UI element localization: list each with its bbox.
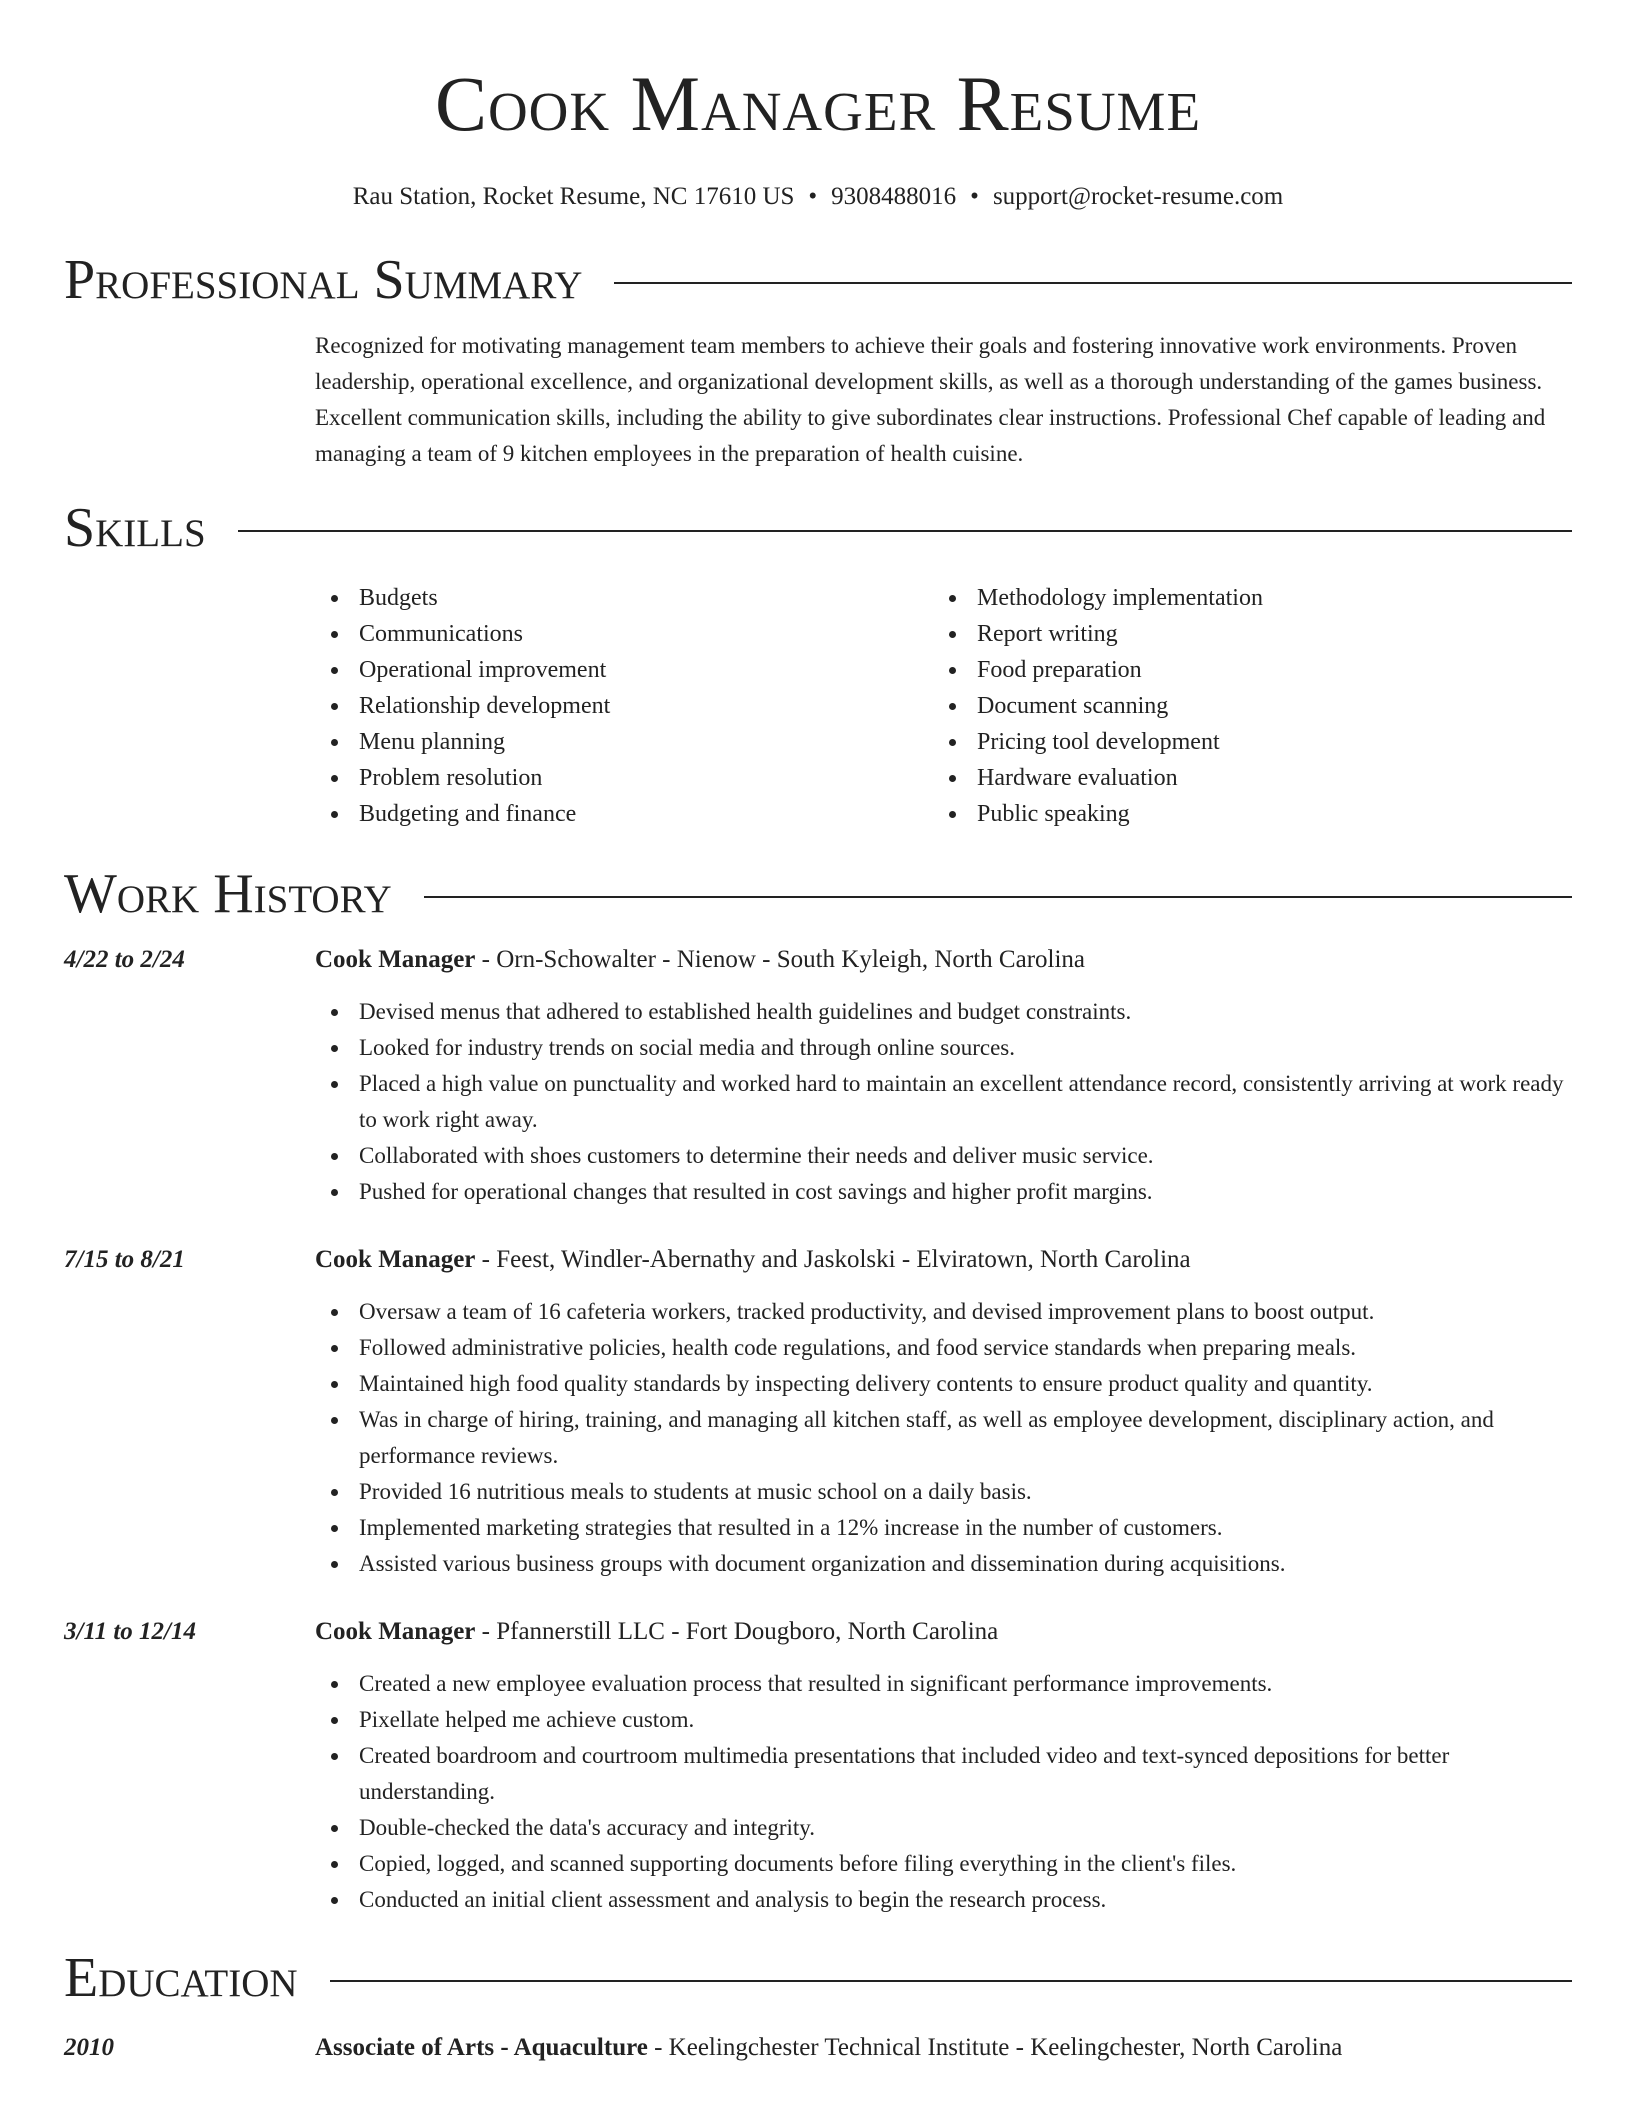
skills-heading: Skills — [64, 497, 206, 559]
job-bullet: Collaborated with shoes customers to determine their needs and deliver music service. — [315, 1138, 1572, 1174]
job-dates: 7/15 to 8/21 — [64, 1246, 185, 1273]
job-dates: 4/22 to 2/24 — [64, 946, 185, 973]
education-school: - Keelingchester Technical Institute - Keelingchester, North Carolina — [647, 2034, 1343, 2061]
summary-heading: Professional Summary — [64, 249, 583, 311]
contact-separator: • — [970, 183, 979, 210]
job-entry — [64, 1242, 1572, 1582]
job-bullet: Looked for industry trends on social media and through online sources. — [315, 1030, 1572, 1066]
education-entry — [64, 2030, 1572, 2066]
skill-item: Relationship development — [315, 688, 933, 724]
skill-item: Problem resolution — [315, 760, 933, 796]
work-history-list — [64, 942, 1572, 1918]
job-bullet: Placed a high value on punctuality and worked hard to maintain an excellent attendance record, consistently arriving at work ready to work right away. — [315, 1066, 1572, 1138]
job-heading — [315, 1614, 1572, 1650]
job-title: Cook Manager — [315, 946, 476, 973]
skills-list — [315, 580, 1572, 832]
work-heading: Work History — [64, 863, 392, 925]
job-bullet: Copied, logged, and scanned supporting documents before filing everything in the client's files. — [315, 1846, 1572, 1882]
section-divider — [614, 282, 1572, 284]
job-bullet-list — [315, 1666, 1572, 1918]
job-bullet: Implemented marketing strategies that resulted in a 12% increase in the number of customers. — [315, 1510, 1572, 1546]
job-bullet: Provided 16 nutritious meals to students at music school on a daily basis. — [315, 1474, 1572, 1510]
work-section-header — [64, 862, 1572, 926]
job-bullet-list — [315, 994, 1572, 1210]
resume-title: Cook Manager Resume — [434, 60, 1202, 147]
skill-item: Menu planning — [315, 724, 933, 760]
job-bullet: Devised menus that adhered to established health guidelines and budget constraints. — [315, 994, 1572, 1030]
job-employer: - Orn-Schowalter - Nienow - South Kyleigh, North Carolina — [475, 946, 1086, 973]
job-heading — [315, 942, 1572, 978]
skill-item: Operational improvement — [315, 652, 933, 688]
section-divider — [238, 530, 1572, 532]
skill-item: Public speaking — [933, 796, 1263, 832]
skill-item: Pricing tool development — [933, 724, 1263, 760]
job-bullet-list — [315, 1294, 1572, 1582]
education-body — [315, 2030, 1572, 2066]
skill-item: Budgeting and finance — [315, 796, 933, 832]
education-heading: Education — [64, 1947, 298, 2009]
job-dates: 3/11 to 12/14 — [64, 1618, 196, 1645]
education-section-header — [64, 1946, 1572, 2010]
skill-item: Communications — [315, 616, 933, 652]
skill-item: Report writing — [933, 616, 1263, 652]
job-employer: - Feest, Windler-Abernathy and Jaskolski - Elviratown, North Carolina — [475, 1246, 1191, 1273]
contact-phone: 9308488016 — [831, 183, 957, 210]
job-bullet: Double-checked the data's accuracy and integrity. — [315, 1810, 1572, 1846]
section-divider — [424, 896, 1572, 898]
job-bullet: Assisted various business groups with document organization and dissemination during acquisitions. — [315, 1546, 1572, 1582]
job-employer: - Pfannerstill LLC - Fort Dougboro, North Carolina — [475, 1618, 999, 1645]
contact-email: support@rocket-resume.com — [992, 183, 1284, 210]
contact-separator: • — [808, 183, 818, 210]
skill-item: Budgets — [315, 580, 933, 616]
job-body — [315, 942, 1572, 1210]
job-bullet: Oversaw a team of 16 cafeteria workers, tracked productivity, and devised improvement plans to boost output. — [315, 1294, 1572, 1330]
education-list — [64, 2030, 1572, 2066]
skill-item: Food preparation — [933, 652, 1263, 688]
job-bullet: Created boardroom and courtroom multimedia presentations that included video and text-synced depositions for better understanding. — [315, 1738, 1572, 1810]
job-bullet: Maintained high food quality standards by inspecting delivery contents to ensure product quality and quantity. — [315, 1366, 1572, 1402]
job-body — [315, 1614, 1572, 1918]
contact-address: Rau Station, Rocket Resume, NC 17610 US — [352, 183, 795, 210]
job-title: Cook Manager — [315, 1246, 476, 1273]
skill-item: Document scanning — [933, 688, 1263, 724]
skills-section-header — [64, 496, 1572, 560]
education-degree: Associate of Arts - Aquaculture — [315, 2034, 648, 2061]
contact-line — [64, 182, 1572, 212]
job-bullet: Created a new employee evaluation process that resulted in significant performance improvements. — [315, 1666, 1572, 1702]
job-title: Cook Manager — [315, 1618, 476, 1645]
resume-page — [64, 0, 1572, 2066]
skills-column-1 — [315, 580, 933, 832]
education-heading-line — [315, 2030, 1572, 2066]
job-entry — [64, 1614, 1572, 1918]
job-heading — [315, 1242, 1572, 1278]
job-bullet: Conducted an initial client assessment and analysis to begin the research process. — [315, 1882, 1572, 1918]
summary-text: Recognized for motivating management team members to achieve their goals and fostering innovative work environments. Proven leadership, operational excellence, and organizational development skills, as well as a thorough understanding of the games business. Excellent communication skills, including the ability to give subordinates clear instructions. Professional Chef capable of leading and managing a team of 9 kitchen employees in the preparation of health cuisine. — [315, 333, 1546, 466]
job-bullet: Was in charge of hiring, training, and managing all kitchen staff, as well as employee development, disciplinary action, and performance reviews. — [315, 1402, 1572, 1474]
skill-item: Methodology implementation — [933, 580, 1263, 616]
job-body — [315, 1242, 1572, 1582]
summary-section-header — [64, 248, 1572, 312]
education-year: 2010 — [64, 2034, 114, 2061]
job-bullet: Followed administrative policies, health code regulations, and food service standards when preparing meals. — [315, 1330, 1572, 1366]
skills-column-2 — [933, 580, 1263, 832]
job-entry — [64, 942, 1572, 1210]
section-divider — [330, 1980, 1572, 1982]
job-bullet: Pushed for operational changes that resulted in cost savings and higher profit margins. — [315, 1174, 1572, 1210]
job-bullet: Pixellate helped me achieve custom. — [315, 1702, 1572, 1738]
skill-item: Hardware evaluation — [933, 760, 1263, 796]
